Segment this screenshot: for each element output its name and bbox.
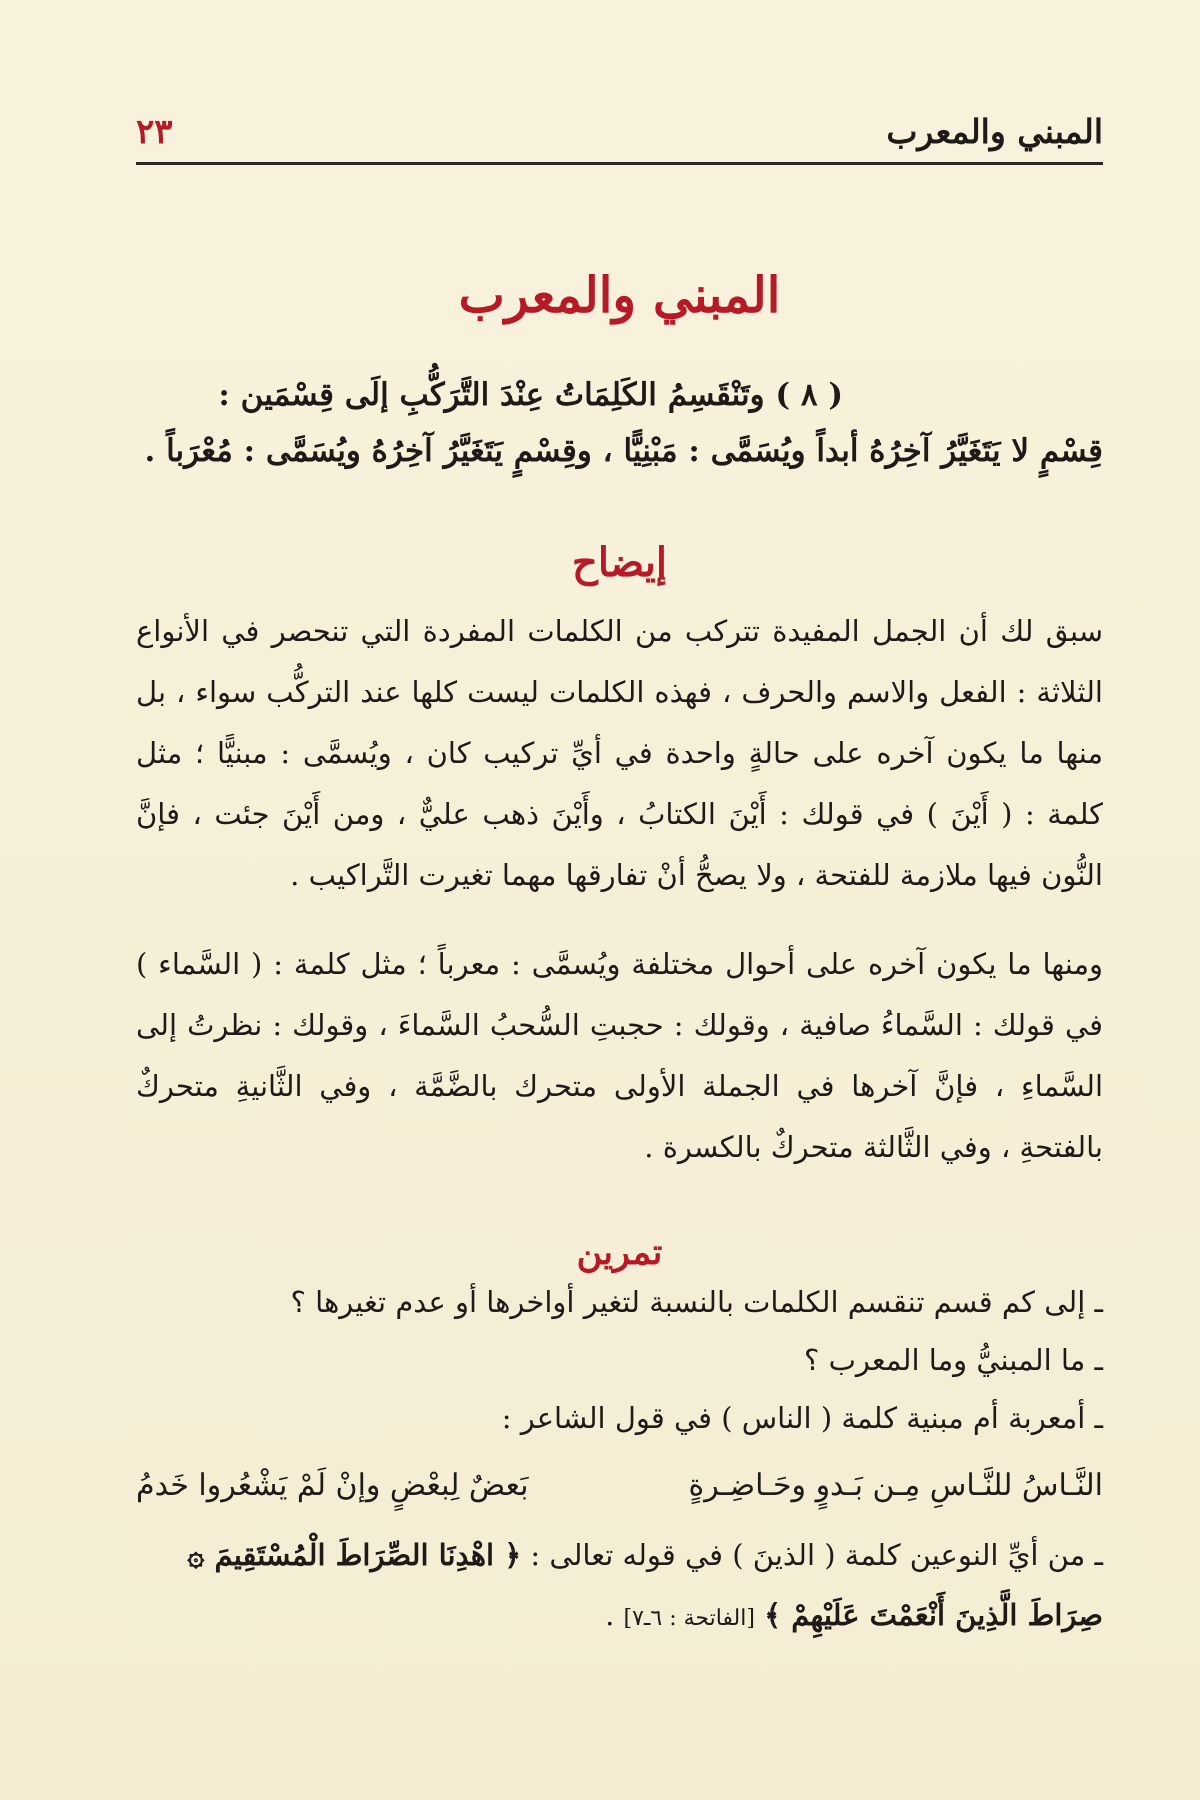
chapter-title: المبني والمعرب [458,266,781,324]
quran-citation: [الفاتحة : ٦ـ٧] [623,1605,755,1631]
exercise-question-3: ـ أمعربة أم مبنية كلمة ( الناس ) في قول الشاعر : [501,1400,1103,1435]
rule-line-1: ( ٨ ) وتَنْقَسِمُ الكَلِمَاتُ عِنْدَ التَّرَكُّبِ إلَى قِسْمَين : [218,377,843,414]
question-4-intro: ـ من أيِّ النوعين كلمة ( الذينَ ) في قوله تعالى : [530,1537,1103,1572]
page-content [136,112,1103,1649]
exercise-heading: تمرين [576,1232,663,1274]
verse-second-hemistich: بَعضٌ لِبعْضٍ وإنْ لَمْ يَشْعُروا خَدمُ [136,1467,529,1503]
rule-text [136,371,1103,475]
poetry-verse [136,1457,1103,1521]
explanation-heading: إيضاح [572,539,667,587]
page-number: ٢٣ [136,112,173,152]
ending-punctuation: . [605,1597,615,1632]
running-header [136,112,1103,165]
exercise-question-1: ـ إلى كم قسم تنقسم الكلمات بالنسبة لتغير أواخرها أو عدم تغيرها ؟ [290,1284,1103,1319]
exercise-question-2: ـ ما المبنيُّ وما المعرب ؟ [803,1342,1103,1377]
quran-quote: ﴿ اهْدِنَا الصِّرَاطَ الْمُسْتَقِيمَ ۞ صِرَاطَ الَّذِينَ أَنْعَمْتَ عَلَيْهِمْ ﴾ [187,1537,1103,1632]
exercise-question-4 [136,1525,1103,1649]
explanation-paragraph-2: ومنها ما يكون آخره على أحوال مختلفة ويُسمَّى : معرباً ؛ مثل كلمة : ( السَّماء ) في قولك : السَّماءُ صافية ، وقولك : حجبتِ السُّحبُ السَّماءَ ، وقولك : نظرتُ إلى السَّماءِ ، فإنَّ آخرها في الجملة الأولى متحرك بالضَّمَّة ، وفي الثَّانيةِ متحركٌ بالفتحةِ ، وفي الثَّالثة متحركٌ بالكسرة . [136,947,1103,1165]
verse-first-hemistich: النَّـاسُ للنَّـاسِ مِـن بَـدوٍ وحَـاضِـرةٍ [688,1467,1103,1503]
rule-line-2: قِسْمٍ لا يَتَغَيَّرُ آخِرُهُ أبداً ويُسَمَّى : مَبْنِيًّا ، وقِسْمٍ يَتَغَيَّرُ آخِرُهُ ويُسَمَّى : مُعْرَباً . [144,433,1103,470]
running-title: المبني والمعرب [886,112,1103,151]
explanation-paragraph-1: سبق لك أن الجمل المفيدة تتركب من الكلمات المفردة التي تنحصر في الأنواع الثلاثة : الفعل والاسم والحرف ، فهذه الكلمات ليست كلها عند التركُّب سواء ، بل منها ما يكون آخره على حالةٍ واحدة في أيِّ تركيب كان ، ويُسمَّى : مبنيًّا ؛ مثل كلمة : ( أَيْنَ ) في قولك : أَيْنَ الكتابُ ، وأَيْنَ ذهب عليٌّ ، ومن أَيْنَ جئت ، فإنَّ النُّون فيها ملازمة للفتحة ، ولا يصحُّ أنْ تفارقها مهما تغيرت التَّراكيب . [136,614,1103,893]
